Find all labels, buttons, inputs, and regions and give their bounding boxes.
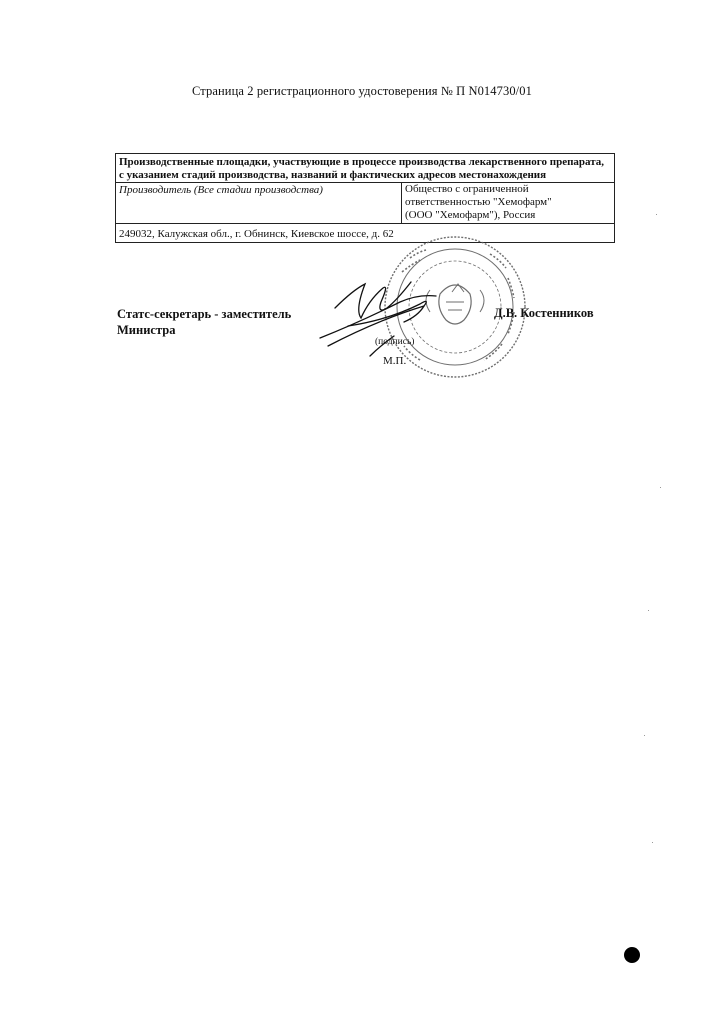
organization-line: Общество с ограниченной bbox=[405, 183, 529, 195]
organization-line: ответственностью "Хемофарм" bbox=[405, 196, 552, 208]
scan-speck bbox=[644, 735, 645, 736]
address-cell: 249032, Калужская обл., г. Обнинск, Киевское шоссе, д. 62 bbox=[116, 224, 615, 243]
table-row bbox=[116, 183, 615, 224]
organization-line: (ООО "Хемофарм"), Россия bbox=[405, 209, 536, 221]
signature-caption: (подпись) bbox=[375, 337, 415, 347]
black-dot-mark bbox=[624, 947, 640, 963]
signer-position-line: Министра bbox=[117, 323, 176, 337]
table-row bbox=[116, 224, 615, 243]
page-heading: Страница 2 регистрационного удостоверения № П N014730/01 bbox=[192, 84, 532, 98]
scan-speck bbox=[660, 487, 661, 488]
scan-speck bbox=[648, 610, 649, 611]
scan-speck bbox=[652, 842, 653, 843]
scan-speck bbox=[656, 214, 657, 215]
signer-name: Д.В. Костенников bbox=[494, 306, 594, 320]
production-sites-table bbox=[115, 153, 615, 243]
organization-cell bbox=[402, 183, 615, 224]
signer-position bbox=[117, 306, 291, 338]
table-header-row bbox=[116, 154, 615, 183]
table-header-cell: Производственные площадки, участвующие в процессе производства лекарственного препарата, с указанием стадий производства, названий и фактических адресов местонахождения bbox=[116, 154, 615, 183]
signer-position-line: Статс-секретарь - заместитель bbox=[117, 307, 292, 321]
manufacturer-role-cell: Производитель (Все стадии производства) bbox=[116, 183, 402, 224]
seal-caption: М.П. bbox=[383, 355, 407, 367]
